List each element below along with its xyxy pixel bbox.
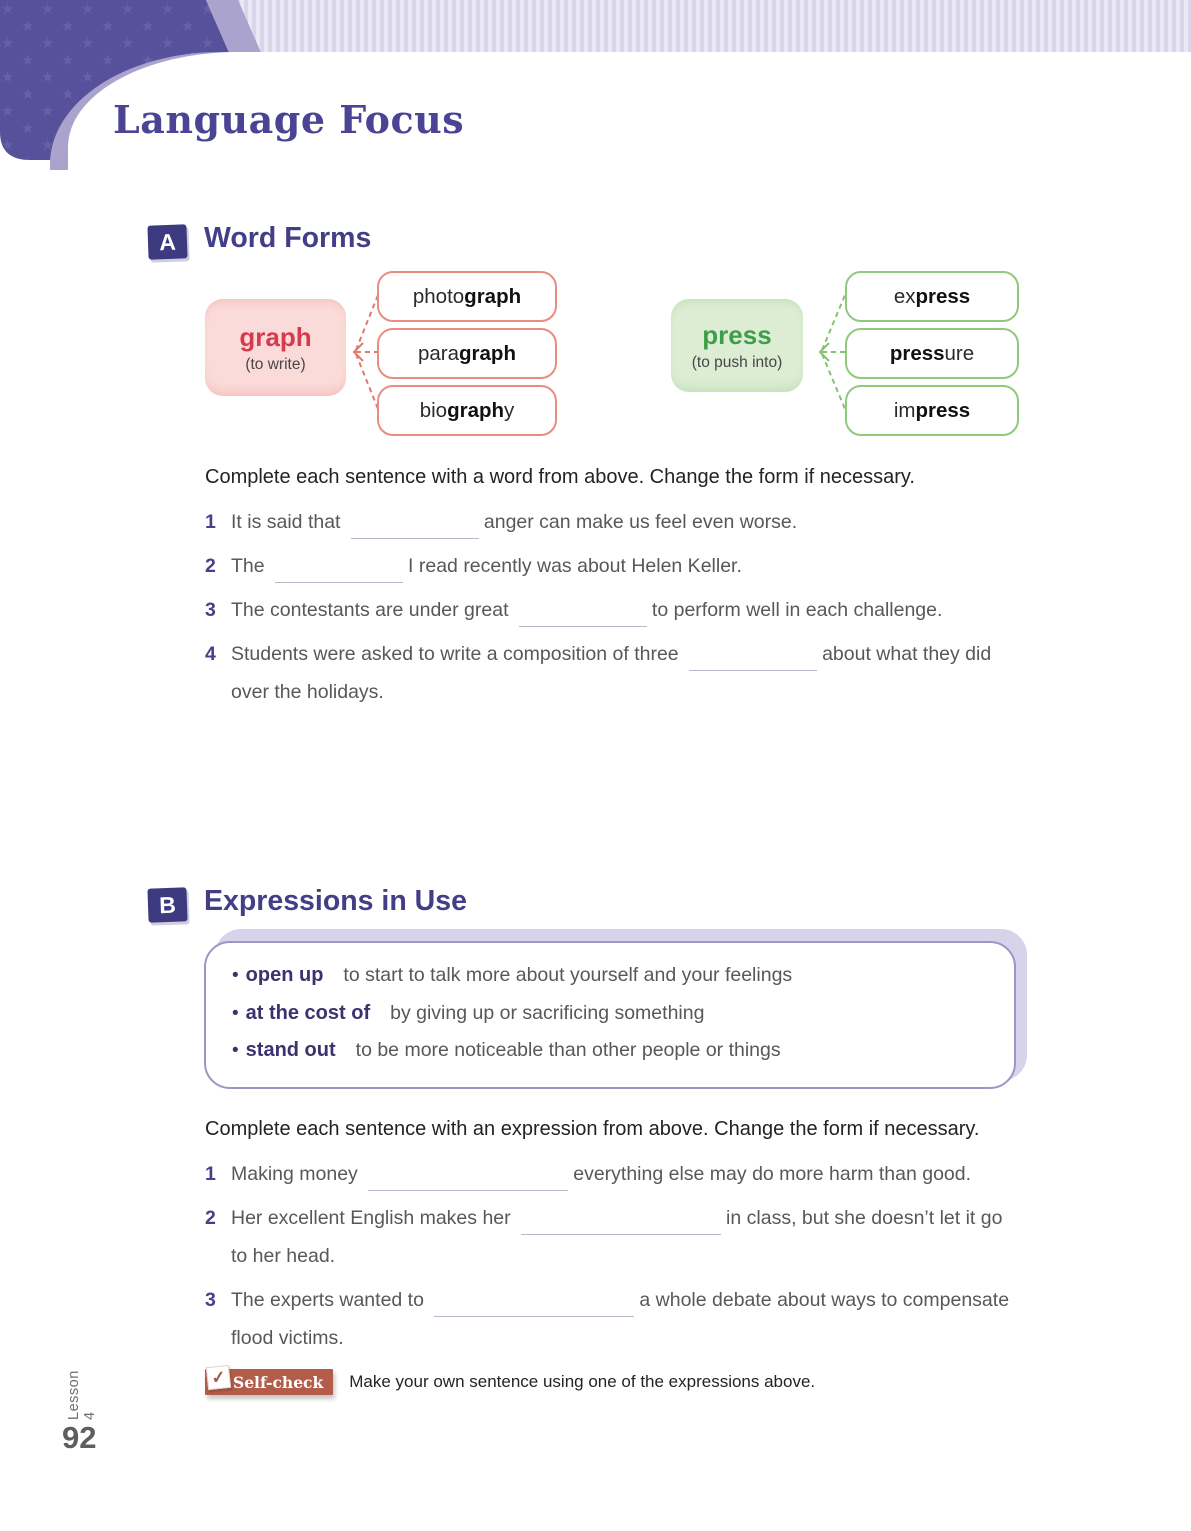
word-pill-photograph: photo graph [377, 271, 557, 322]
exercise-sentence [205, 1281, 1021, 1357]
sentence-number: 2 [205, 1207, 216, 1229]
expression-definition: by giving up or sacrificing something [390, 1001, 705, 1024]
word-root-highlight: graph [459, 341, 516, 365]
sentence-text: Making money everything else may do more harm than good. [231, 1155, 1021, 1193]
root-word-box-graph [205, 299, 346, 396]
word-pill-biography: bio graph y [377, 385, 557, 436]
sentence-number: 1 [205, 511, 216, 533]
root-word-press: press [702, 319, 772, 350]
word-root-highlight: press [915, 284, 971, 308]
self-check-row [205, 1366, 816, 1395]
answer-blank[interactable] [434, 1296, 634, 1317]
word-root-highlight: press [889, 341, 945, 365]
expression-definition: to start to talk more about yourself and your feelings [343, 964, 793, 986]
page-title: Language Focus [113, 97, 465, 143]
expressions-box [204, 941, 1016, 1089]
self-check-badge [205, 1366, 333, 1395]
expression-term: open up [245, 964, 324, 986]
section-b-badge: B [147, 887, 187, 922]
root-word-box-press [671, 299, 803, 392]
answer-blank[interactable] [351, 518, 479, 539]
section-b-instruction: Complete each sentence with an expression from above. Change the form if necessary. [205, 1118, 980, 1140]
word-root-highlight: graph [447, 398, 505, 422]
sentence-number: 4 [205, 643, 216, 665]
answer-blank[interactable] [521, 1214, 721, 1235]
section-b-sentences [205, 1155, 1021, 1363]
check-icon: ✓ [206, 1365, 231, 1390]
sentence-text: Students were asked to write a composition of three about what they did over the holidays. [231, 643, 992, 703]
word-root-highlight: press [915, 398, 971, 422]
word-pill-impress: im press [845, 385, 1019, 436]
section-a-badge: A [147, 224, 187, 259]
section-a-instruction: Complete each sentence with a word from above. Change the form if necessary. [205, 466, 915, 488]
bullet-icon: • [232, 1040, 239, 1061]
sentence-text: The I read recently was about Helen Keller. [231, 547, 1021, 585]
sentence-number: 3 [205, 1289, 216, 1311]
lesson-label: Lesson 4 [66, 1370, 98, 1420]
exercise-sentence [205, 547, 1021, 585]
sentence-number: 2 [205, 555, 216, 577]
graph-connector-lines [346, 265, 380, 445]
answer-blank[interactable] [519, 606, 647, 627]
word-root-highlight: graph [464, 284, 522, 308]
section-a-title: Word Forms [204, 222, 372, 254]
self-check-text: Make your own sentence using one of the expressions above. [349, 1372, 816, 1391]
answer-blank[interactable] [275, 562, 403, 583]
expression-item [232, 964, 1014, 1002]
word-pill-pressure: press ure [845, 328, 1019, 379]
sentence-text: It is said that anger can make us feel even worse. [231, 503, 1021, 541]
bullet-icon: • [232, 1002, 239, 1024]
answer-blank[interactable] [689, 650, 817, 671]
exercise-sentence [205, 635, 1021, 711]
root-word-graph: graph [239, 321, 312, 352]
exercise-sentence [205, 503, 1021, 541]
sentence-text: Her excellent English makes her in class, but she doesn’t let it go to her head. [231, 1207, 1003, 1267]
exercise-sentence [205, 1199, 1021, 1275]
expression-item [232, 1039, 1014, 1077]
bullet-icon: • [232, 965, 239, 986]
word-pill-paragraph: para graph [377, 328, 557, 379]
root-gloss-press: (to push into) [691, 353, 783, 371]
expression-definition: to be more noticeable than other people or things [355, 1039, 781, 1061]
exercise-sentence [205, 1155, 1021, 1193]
exercise-sentence [205, 591, 1021, 629]
expression-term: stand out [245, 1039, 336, 1061]
self-check-label: Self-check [233, 1372, 324, 1392]
press-connector-lines [812, 265, 848, 445]
word-pill-express: ex press [845, 271, 1019, 322]
expression-term: at the cost of [245, 1001, 371, 1024]
section-a-sentences [205, 503, 1021, 717]
sentence-number: 1 [205, 1163, 216, 1185]
answer-blank[interactable] [368, 1170, 568, 1191]
section-b-title: Expressions in Use [204, 885, 467, 917]
page-number: 92 [62, 1420, 97, 1455]
sentence-number: 3 [205, 599, 216, 621]
root-gloss-graph: (to write) [245, 355, 306, 373]
expression-item [232, 1002, 1014, 1040]
sentence-text: The contestants are under great to perform well in each challenge. [231, 591, 1021, 629]
sentence-text: The experts wanted to a whole debate about ways to compensate flood victims. [231, 1289, 1010, 1349]
